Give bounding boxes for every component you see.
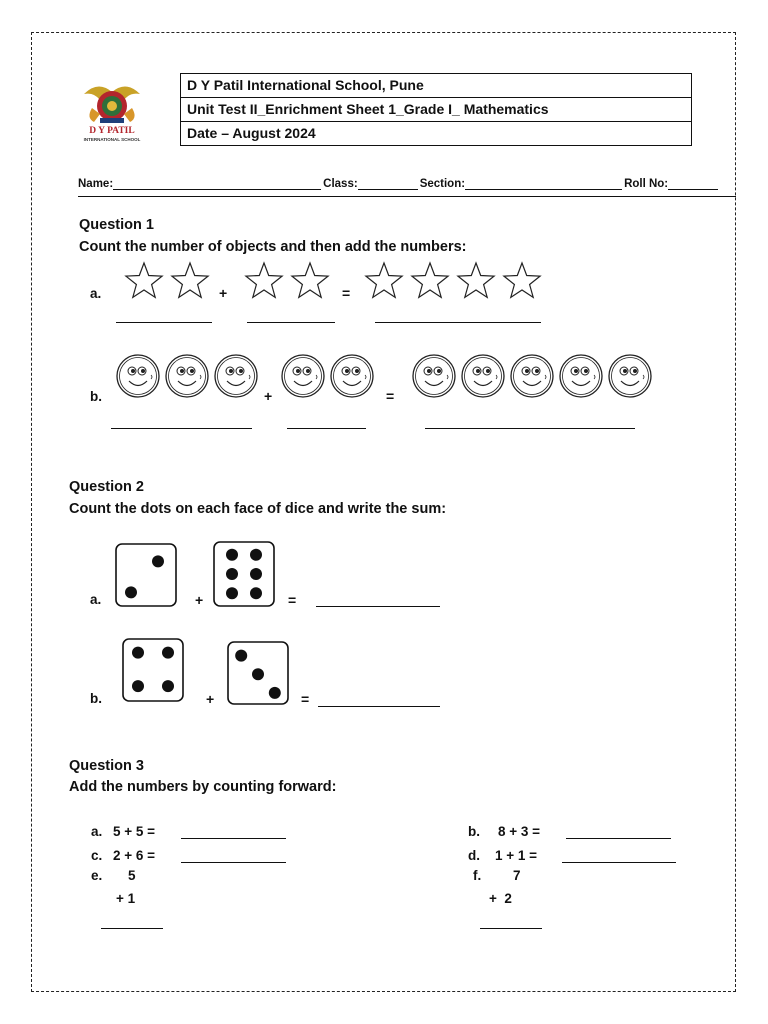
- die-dot: [250, 549, 262, 561]
- smiley-icon: [462, 355, 504, 397]
- header-table: [180, 73, 692, 146]
- q3e-answer-blank[interactable]: [101, 928, 163, 929]
- name-field[interactable]: [113, 177, 321, 190]
- q2b-equals: =: [301, 691, 310, 707]
- q2b-die-1: [122, 638, 184, 707]
- section-field[interactable]: [465, 177, 622, 190]
- student-fields: [78, 177, 736, 190]
- die-dot: [250, 587, 262, 599]
- die-dot: [125, 586, 137, 598]
- smiley-icon: [117, 355, 159, 397]
- die-dot: [152, 555, 164, 567]
- die-dot: [132, 680, 144, 692]
- smiley-icon: [282, 355, 324, 397]
- logo-text: D Y PATIL: [89, 126, 135, 136]
- q3f-label: f.: [473, 868, 482, 883]
- q2a-equals: =: [288, 592, 297, 608]
- name-label: Name:: [78, 178, 114, 190]
- die-dot: [226, 587, 238, 599]
- die-face: [116, 544, 176, 606]
- q3e-addend: + 1: [116, 891, 136, 906]
- q3c-expression: 2 + 6 =: [113, 848, 156, 863]
- fields-divider: [78, 196, 736, 197]
- q1a-plus: +: [219, 285, 228, 301]
- q1a-blank-total[interactable]: [375, 322, 541, 323]
- q1-title: Question 1: [79, 217, 154, 233]
- star-icon: [292, 263, 328, 297]
- q1b-blank-total[interactable]: [425, 428, 635, 429]
- star-icon: [504, 263, 540, 297]
- die-dot: [252, 668, 264, 680]
- q3b-answer-blank[interactable]: [566, 838, 671, 839]
- q3c-label: c.: [91, 848, 103, 863]
- q1a-blank-left[interactable]: [116, 322, 212, 323]
- q2a-answer-blank[interactable]: [316, 606, 440, 607]
- class-field[interactable]: [358, 177, 418, 190]
- roll-label: Roll No:: [624, 178, 669, 190]
- logo-subtext: INTERNATIONAL SCHOOL: [83, 137, 141, 142]
- test-title: Unit Test II_Enrichment Sheet 1_Grade I_ Mathematics: [181, 98, 691, 122]
- star-icon: [458, 263, 494, 297]
- q1a-blank-right[interactable]: [247, 322, 335, 323]
- die-dot: [226, 549, 238, 561]
- q2b-answer-blank[interactable]: [318, 706, 440, 707]
- smiley-icon: [331, 355, 373, 397]
- q1b-blank-left[interactable]: [111, 428, 252, 429]
- q3f-addend: + 2: [489, 891, 512, 906]
- q2a-die-2: [213, 541, 275, 612]
- q3-instruction: Add the numbers by counting forward:: [69, 779, 337, 795]
- school-logo: [78, 78, 146, 150]
- smiley-icon: [166, 355, 208, 397]
- die-dot: [162, 680, 174, 692]
- smiley-icon: [215, 355, 257, 397]
- die-dot: [269, 687, 281, 699]
- q1b-plus: +: [264, 388, 273, 404]
- smiley-icon: [413, 355, 455, 397]
- q1b-blank-right[interactable]: [287, 428, 366, 429]
- q3a-label: a.: [91, 824, 103, 839]
- section-label: Section:: [419, 178, 466, 190]
- q1a-equals: =: [342, 285, 351, 301]
- q1b-label: b.: [90, 389, 102, 404]
- q1a-label: a.: [90, 286, 102, 301]
- star-icon: [366, 263, 402, 297]
- q3b-label: b.: [468, 824, 480, 839]
- die-dot: [226, 568, 238, 580]
- smiley-icon: [511, 355, 553, 397]
- smiley-icon: [609, 355, 651, 397]
- test-date: Date – August 2024: [181, 122, 691, 146]
- q3e-label: e.: [91, 868, 103, 883]
- star-icon: [126, 263, 162, 297]
- q3d-expression: 1 + 1 =: [495, 848, 538, 863]
- q3a-answer-blank[interactable]: [181, 838, 286, 839]
- die-face: [123, 639, 183, 701]
- q3f-answer-blank[interactable]: [480, 928, 542, 929]
- q3e-top-number: 5: [128, 868, 136, 883]
- die-dot: [132, 647, 144, 659]
- star-icon: [246, 263, 282, 297]
- star-icon: [172, 263, 208, 297]
- die-dot: [250, 568, 262, 580]
- q2a-plus: +: [195, 592, 204, 608]
- q2-title: Question 2: [69, 479, 144, 495]
- roll-field[interactable]: [668, 177, 718, 190]
- die-dot: [235, 650, 247, 662]
- smiley-icon: [560, 355, 602, 397]
- q3a-expression: 5 + 5 =: [113, 824, 156, 839]
- die-dot: [162, 647, 174, 659]
- q3d-answer-blank[interactable]: [562, 862, 676, 863]
- q2a-label: a.: [90, 592, 102, 607]
- class-label: Class:: [323, 178, 358, 190]
- q2-instruction: Count the dots on each face of dice and write the sum:: [69, 501, 447, 517]
- q1-instruction: Count the number of objects and then add the numbers:: [79, 239, 467, 255]
- q3c-answer-blank[interactable]: [181, 862, 286, 863]
- q2b-plus: +: [206, 691, 215, 707]
- q1b-equals: =: [386, 388, 395, 404]
- q1a-star-group: [124, 262, 554, 307]
- q2b-label: b.: [90, 691, 102, 706]
- q3b-expression: 8 + 3 =: [498, 824, 541, 839]
- q3d-label: d.: [468, 848, 480, 863]
- school-name: D Y Patil International School, Pune: [181, 74, 691, 98]
- q2b-die-2: [227, 641, 289, 710]
- q2a-die-1: [115, 543, 177, 612]
- q3f-top-number: 7: [513, 868, 521, 883]
- star-icon: [412, 263, 448, 297]
- q3-title: Question 3: [69, 758, 144, 774]
- die-face: [214, 542, 274, 606]
